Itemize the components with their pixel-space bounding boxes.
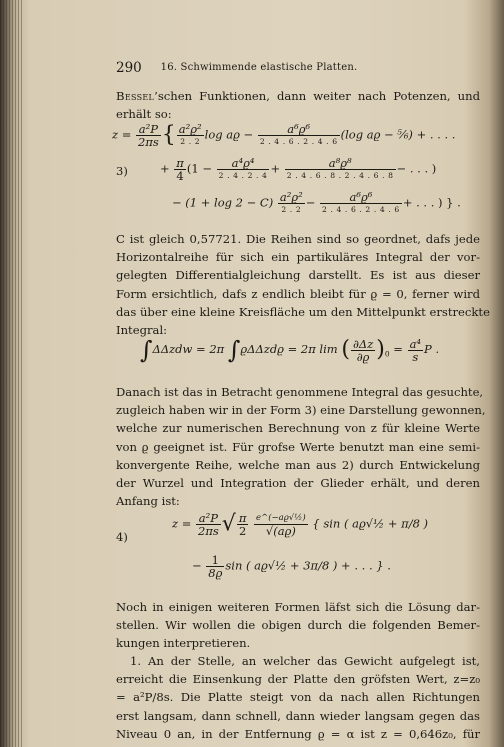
integral-deriv: $\frac{\partial\Delta z}{\partial ϱ}$ xyxy=(352,336,374,364)
running-title: 16. Schwimmende elastische Platten. xyxy=(160,62,358,73)
intro-line-1 xyxy=(116,87,480,105)
eq4-exp: $\frac{\text{e\textasciicircum{}(−aϱ√½)}}{√(aϱ)}$ xyxy=(256,513,306,538)
paragraph-1 xyxy=(116,230,490,339)
p4-line: erst langsam, dann schnell, dann wieder langsam gegen das xyxy=(116,708,480,723)
p2-line: Danach ist das in Betracht genommene Integral das gesuchte, xyxy=(116,385,484,399)
eq4-label: 4) xyxy=(116,530,128,544)
p1-line: gelegten Differentialgleichung darstellt. Es ist aus dieser xyxy=(116,268,480,283)
eq3-r1-t2: $\frac{\text{a⁶ϱ⁶}}{2 . 4 . 6 . 2 . 4 . 6}$ xyxy=(259,122,338,146)
intro-line-2: erhält so: xyxy=(116,107,172,122)
eq4-r2-frac: $\frac{1}{8ϱ}$ xyxy=(208,553,223,580)
intro-paragraph xyxy=(116,87,480,123)
p2-line: konvergente Reihe, welche man aus 2) durch Entwickelung xyxy=(116,457,480,472)
p3-line: stellen. Wir wollen die obigen durch die folgenden Bemer- xyxy=(116,618,480,633)
page-number: 290 xyxy=(116,60,142,76)
eq3-r1-t2-tail: (log aϱ − ⁵⁄₆) + . . . . xyxy=(340,127,456,142)
p2-line: Anfang ist: xyxy=(116,494,180,509)
eq4-sqrt: $\frac{\pi}{2}$ xyxy=(238,511,247,538)
p4-line: = a²P/8s. Die Platte steigt von da nach allen Richtungen xyxy=(116,690,480,705)
integral-sub: 0 xyxy=(384,349,390,359)
p1-line: das über eine kleine Kreisfläche um den Mittelpunkt erstreckte xyxy=(116,304,490,319)
p1-line: Horizontalreihe für sich ein partikuläres Integral der vor- xyxy=(116,250,480,265)
book-page xyxy=(24,0,494,747)
p2-line: der Wurzel und Integration der Glieder erhält, und deren xyxy=(116,475,480,490)
p1-line: Integral: xyxy=(116,322,168,337)
eq4-row1: z = $\frac{\text{a²P}}{2\pi s}$ √ $\frac{\pi}{2}$ $\frac{\text{e\textasciicircum{}(−aϱ√½)}}{√(aϱ)}$ { sin ( aϱ√½ + π/8 ) xyxy=(172,511,429,538)
p2-line: welche zur numerischen Berechnung von z für kleine Werte xyxy=(116,421,480,436)
eq3-r1-t1-tail: log aϱ − xyxy=(204,127,254,142)
intro-line-1-rest: ’schen Funktionen, dann weiter nach Potenzen, und xyxy=(154,89,480,103)
eq3-coeff: $\frac{\text{a²P}}{2\pi s}$ xyxy=(138,122,159,149)
eq3-label: 3) xyxy=(116,164,128,178)
eq3-r2-t2: $\frac{\text{a⁸ϱ⁸}}{2 . 4 . 6 . 8 . 2 . 4 . 6 . 8}$ xyxy=(286,156,394,180)
p3-line: Noch in einigen weiteren Formen läfst sich die Lösung dar- xyxy=(116,600,480,614)
eq3-row2: + $\frac{\pi}{4}$ (1 − $\frac{\text{a⁴ϱ⁴}}{2 . 4 . 2 . 4}$ + $\frac{\text{a⁸ϱ⁸}}{2 . 4 . 6 . 8 . 2 . 4 . 6 . 8}$ − . . . ) xyxy=(160,156,437,183)
p2-line: zugleich haben wir in der Form 3) eine Darstellung gewonnen, xyxy=(116,403,486,418)
eq3-lhs: z = xyxy=(112,127,132,142)
integral-sign: ∫ xyxy=(140,336,153,364)
eq4-row2: − $\frac{1}{8ϱ}$ sin ( aϱ√½ + 3π/8 ) + . . . } . xyxy=(192,553,391,580)
paragraph-4 xyxy=(116,652,480,743)
book-gutter xyxy=(0,0,22,747)
eq3-row1 xyxy=(112,123,455,148)
eq3-brace: { xyxy=(161,122,176,148)
p4-line: 1. An der Stelle, an welcher das Gewicht aufgelegt ist, xyxy=(130,654,480,668)
p4-line: Niveau 0 an, in der Entfernung ϱ = α ist z = 0,646z₀, für xyxy=(116,726,480,741)
eq3-r2-pi: $\frac{\pi}{4}$ xyxy=(176,156,184,183)
paragraph-3 xyxy=(116,598,480,653)
eq3-row3: − (1 + log 2 − C) $\frac{\text{a²ϱ²}}{2 . 2}$ − $\frac{\text{a⁶ϱ⁶}}{2 . 4 . 6 . 2 . 4 . 6}$ + . . . ) } . xyxy=(172,190,461,214)
integral-rhs: $\frac{\text{a⁴}}{s}$ xyxy=(409,336,422,364)
bessel-name: Bessel xyxy=(116,89,155,103)
p4-line: erreicht die Einsenkung der Platte den gröfsten Wert, z=z₀ xyxy=(116,672,480,687)
eq3-r3-t2: $\frac{\text{a⁶ϱ⁶}}{2 . 4 . 6 . 2 . 4 . 6}$ xyxy=(322,190,400,214)
eq3-r3-t1: $\frac{\text{a²ϱ²}}{2 . 2}$ xyxy=(279,190,303,214)
eq3-r2-t1: $\frac{\text{a⁴ϱ⁴}}{2 . 4 . 2 . 4}$ xyxy=(218,156,268,180)
integral-sign: ∫ xyxy=(227,336,241,364)
p1-line: C ist gleich 0,57721. Die Reihen sind so geordnet, dafs jede xyxy=(116,232,480,246)
eq4-coeff: $\frac{\text{a²P}}{2\pi s}$ xyxy=(198,511,219,538)
integral-equation: ∫ΔΔzdw = 2π ∫ϱΔΔzdϱ = 2π lim ( $\frac{\partial\Delta z}{\partial ϱ}$ )$_0$ = $\frac{\text{a⁴}}{s}$ P . xyxy=(140,336,440,364)
paragraph-2 xyxy=(116,383,486,510)
p2-line: von ϱ geeignet ist. Für grofse Werte benutzt man eine semi- xyxy=(116,439,480,454)
p1-line: Form ersichtlich, dafs z endlich bleibt für ϱ = 0, ferner wird xyxy=(116,286,480,301)
eq3-r1-t1: $\frac{\text{a²ϱ²}}{2 . 2}$ xyxy=(178,122,202,146)
p3-line: kungen interpretieren. xyxy=(116,636,251,651)
